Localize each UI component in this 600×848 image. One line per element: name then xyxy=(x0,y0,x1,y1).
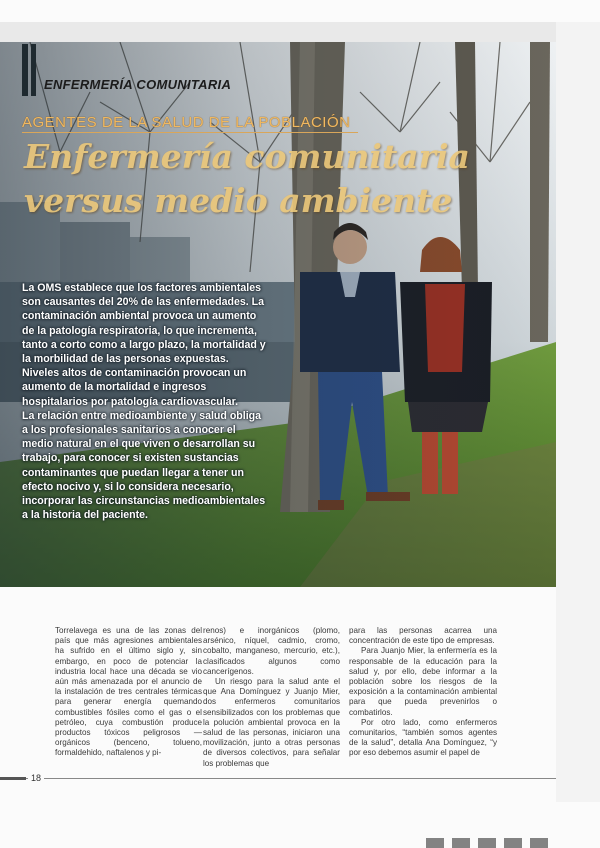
lead-text xyxy=(22,281,268,522)
kicker-underline xyxy=(22,132,358,133)
kicker: AGENTES DE LA SALUD DE LA POBLACIÓN xyxy=(22,114,351,131)
body-paragraph: Por otro lado, como enfermeros comunitarios, “también somos agentes de la salud”, detalla Ana Domínguez, “y por eso debemos asumir el papel de xyxy=(349,717,497,758)
lead-paragraph-1: La OMS establece que los factores ambientales son causantes del 20% de las enfermedades. La contaminación ambiental provoca un aumento de la patología respiratoria, lo que incrementa, tanto a corto como a largo plazo, la mortalidad y la morbilidad de las personas expuestas. Niveles altos de contaminación provocan un aumento de la mortalidad e ingresos hospitalarios por patología cardiovascular. xyxy=(22,282,266,408)
section-bar-icon-2 xyxy=(31,44,36,96)
body-column-3 xyxy=(349,626,497,759)
headline-line-2: versus medio ambiente xyxy=(24,181,453,220)
scan-top-border xyxy=(0,22,556,42)
body-column-1 xyxy=(55,626,202,759)
lead-paragraph-2: La relación entre medioambiente y salud obliga a los profesionales sanitarios a conocer el medio natural en el que viven o desarrollan su trabajo, para conocer si existen sustancias contaminantes que puedan llegar a tener un efecto nocivo y, si lo considera necesario, incorporar las circunstancias medioambientales a la historia del paciente. xyxy=(22,409,266,522)
body-paragraph: Torrelavega es una de las zonas del país que más agresiones ambientales ha sufrido en el último siglo y, sin embargo, en poco de potenciar la industria local hace una década se vio aún más amenazada por el anuncio de la instalación de tres centrales térmicas para generar energía quemando combustibles fósiles como el gas o el petróleo, cuya combustión produce productos tóxicos peligrosos —orgánicos (benceno, tolueno, formaldehido, naftalenos y pi- xyxy=(55,626,202,758)
headline-line-1: Enfermería comunitaria xyxy=(24,137,470,176)
footer-rule xyxy=(0,778,556,779)
section-label: ENFERMERÍA COMUNITARIA xyxy=(44,77,232,92)
body-column-2 xyxy=(203,626,340,769)
body-paragraph: renos) e inorgánicos (plomo, arsénico, níquel, cadmio, cromo, cobalto, manganeso, mercurio, etc.), clasificados algunos como cancerígenos. xyxy=(203,626,340,676)
footer-mark xyxy=(0,777,26,780)
headline xyxy=(24,135,470,223)
scan-right-margin xyxy=(556,22,600,802)
body-paragraph: Para Juanjo Mier, la enfermería es la responsable de la educación para la salud y, por ello, debe informar a la población sobre los riesgos de la exposición a la contaminación ambiental para que pueda prevenirlos o combatirlos. xyxy=(349,646,497,717)
next-page-fragment xyxy=(426,838,556,848)
body-paragraph: para las personas acarrea una concentración de este tipo de empresas. xyxy=(349,626,497,646)
body-paragraph: Un riesgo para la salud ante el que Ana Domínguez y Juanjo Mier, dos enfermeros comunitarios sensibilizados con los problemas que la polución ambiental provoca en la salud de las personas, iniciaron una movilización, junto a otras personas de diversos colectivos, para señalar los problemas que xyxy=(203,677,340,768)
page-number: 18 xyxy=(28,773,44,783)
section-bar-icon xyxy=(22,44,28,96)
